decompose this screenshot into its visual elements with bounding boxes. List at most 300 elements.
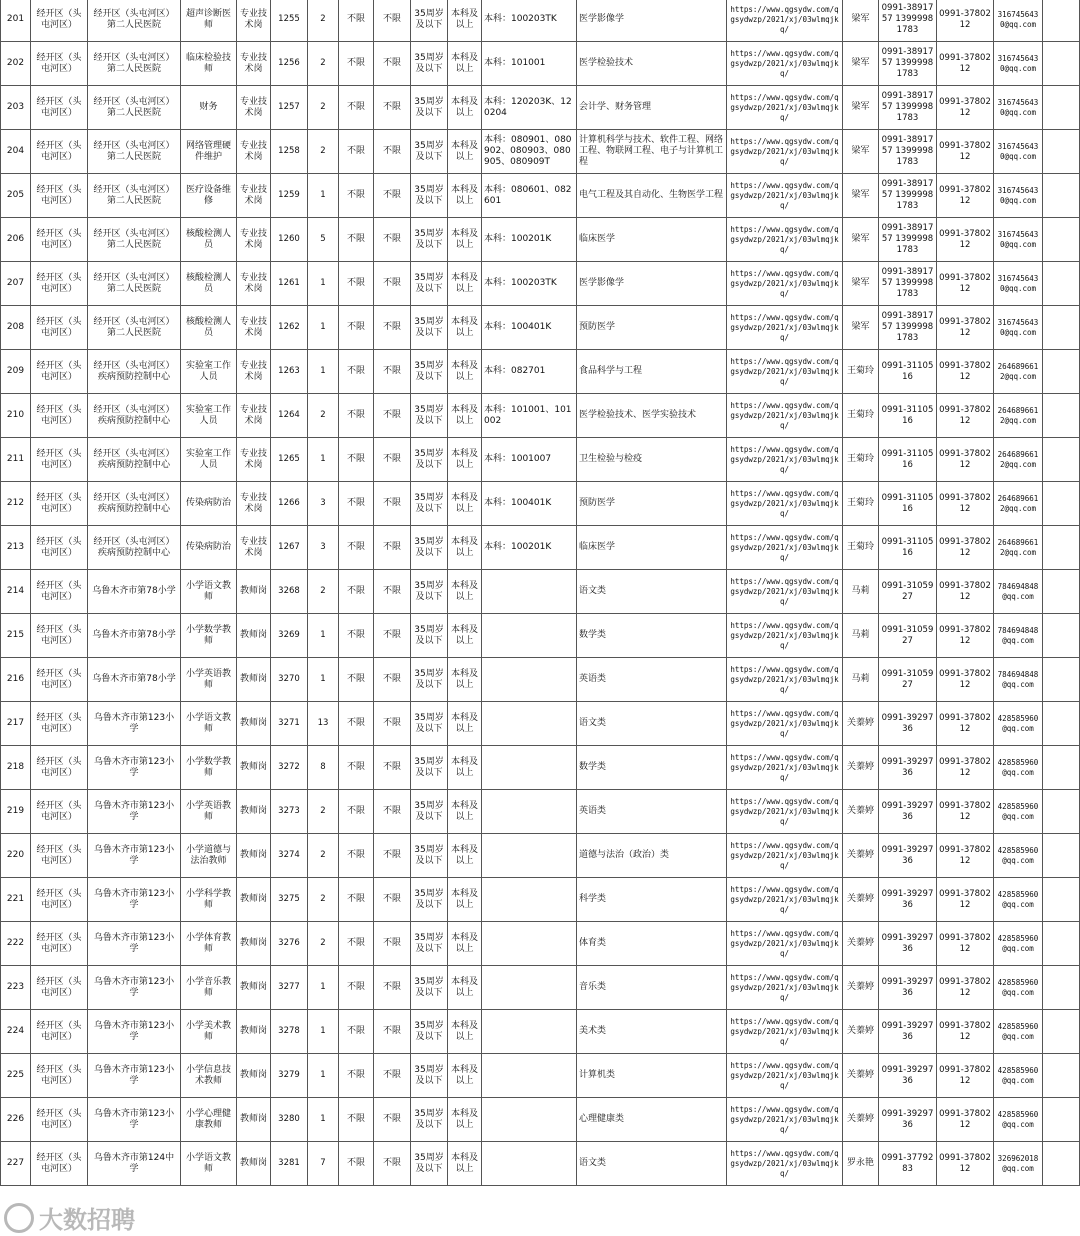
blank-cell <box>1043 0 1080 42</box>
email-cell: 428585960@qq.com <box>994 746 1043 790</box>
contact-cell: 王菊玲 <box>843 438 879 482</box>
education-cell: 本科及以上 <box>448 658 482 702</box>
education-cell: 本科及以上 <box>448 438 482 482</box>
headcount-cell: 7 <box>308 1142 339 1186</box>
post-type-cell: 专业技术岗 <box>237 0 271 42</box>
contact-cell: 关蓁婷 <box>843 702 879 746</box>
position-cell: 核酸检测人员 <box>181 306 237 350</box>
limit-a-cell: 不限 <box>339 350 374 394</box>
post-type-cell: 教师岗 <box>237 878 271 922</box>
phone-cell: 0991-3929736 <box>879 922 937 966</box>
url-cell: https://www.qgsydw.com/qgsydwzp/2021/xj/03wlmqjkq/ <box>727 878 843 922</box>
table-row <box>1 1098 1080 1142</box>
row-number: 217 <box>1 702 31 746</box>
post-code-cell: 1257 <box>271 86 308 130</box>
post-code-cell: 3281 <box>271 1142 308 1186</box>
blank-cell <box>1043 262 1080 306</box>
limit-b-cell: 不限 <box>374 306 411 350</box>
url-cell: https://www.qgsydw.com/qgsydwzp/2021/xj/03wlmqjkq/ <box>727 174 843 218</box>
unit-cell: 经开区（头屯河区）第二人民医院 <box>88 306 181 350</box>
major-cell: 音乐类 <box>577 966 727 1010</box>
fax-cell: 0991-3780212 <box>937 0 994 42</box>
blank-cell <box>1043 922 1080 966</box>
education-cell: 本科及以上 <box>448 790 482 834</box>
limit-a-cell: 不限 <box>339 1142 374 1186</box>
blank-cell <box>1043 1054 1080 1098</box>
blank-cell <box>1043 570 1080 614</box>
post-code-cell: 1259 <box>271 174 308 218</box>
fax-cell: 0991-3780212 <box>937 42 994 86</box>
table-row <box>1 438 1080 482</box>
major-code-cell: 本科：101001、101002 <box>482 394 577 438</box>
district-cell: 经开区（头屯河区） <box>31 1054 88 1098</box>
major-code-cell <box>482 570 577 614</box>
phone-cell: 0991-3110516 <box>879 350 937 394</box>
post-code-cell: 3268 <box>271 570 308 614</box>
education-cell: 本科及以上 <box>448 130 482 174</box>
url-cell: https://www.qgsydw.com/qgsydwzp/2021/xj/03wlmqjkq/ <box>727 702 843 746</box>
limit-a-cell: 不限 <box>339 130 374 174</box>
district-cell: 经开区（头屯河区） <box>31 570 88 614</box>
headcount-cell: 2 <box>308 834 339 878</box>
position-cell: 小学音乐教师 <box>181 966 237 1010</box>
limit-b-cell: 不限 <box>374 966 411 1010</box>
post-type-cell: 教师岗 <box>237 614 271 658</box>
district-cell: 经开区（头屯河区） <box>31 0 88 42</box>
headcount-cell: 2 <box>308 922 339 966</box>
district-cell: 经开区（头屯河区） <box>31 878 88 922</box>
major-code-cell <box>482 1010 577 1054</box>
age-cell: 35周岁及以下 <box>411 658 448 702</box>
headcount-cell: 1 <box>308 1010 339 1054</box>
row-number: 212 <box>1 482 31 526</box>
major-cell: 心理健康类 <box>577 1098 727 1142</box>
major-code-cell: 本科：082701 <box>482 350 577 394</box>
education-cell: 本科及以上 <box>448 350 482 394</box>
position-cell: 财务 <box>181 86 237 130</box>
url-cell: https://www.qgsydw.com/qgsydwzp/2021/xj/03wlmqjkq/ <box>727 0 843 42</box>
post-type-cell: 专业技术岗 <box>237 482 271 526</box>
major-cell: 预防医学 <box>577 306 727 350</box>
limit-b-cell: 不限 <box>374 0 411 42</box>
post-code-cell: 3271 <box>271 702 308 746</box>
limit-a-cell: 不限 <box>339 174 374 218</box>
row-number: 210 <box>1 394 31 438</box>
post-type-cell: 专业技术岗 <box>237 174 271 218</box>
phone-cell: 0991-3891757 13999981783 <box>879 130 937 174</box>
education-cell: 本科及以上 <box>448 614 482 658</box>
major-code-cell <box>482 966 577 1010</box>
row-number: 208 <box>1 306 31 350</box>
contact-cell: 梁军 <box>843 0 879 42</box>
position-cell: 小学英语教师 <box>181 790 237 834</box>
row-number: 203 <box>1 86 31 130</box>
headcount-cell: 1 <box>308 306 339 350</box>
email-cell: 428585960@qq.com <box>994 790 1043 834</box>
blank-cell <box>1043 526 1080 570</box>
position-cell: 实验室工作人员 <box>181 394 237 438</box>
headcount-cell: 1 <box>308 614 339 658</box>
url-cell: https://www.qgsydw.com/qgsydwzp/2021/xj/03wlmqjkq/ <box>727 130 843 174</box>
post-code-cell: 3270 <box>271 658 308 702</box>
major-code-cell <box>482 878 577 922</box>
contact-cell: 梁军 <box>843 174 879 218</box>
row-number: 226 <box>1 1098 31 1142</box>
phone-cell: 0991-3105927 <box>879 614 937 658</box>
district-cell: 经开区（头屯河区） <box>31 262 88 306</box>
major-cell: 语文类 <box>577 1142 727 1186</box>
post-type-cell: 教师岗 <box>237 1098 271 1142</box>
contact-cell: 梁军 <box>843 262 879 306</box>
education-cell: 本科及以上 <box>448 306 482 350</box>
row-number: 223 <box>1 966 31 1010</box>
unit-cell: 经开区（头屯河区）第二人民医院 <box>88 262 181 306</box>
post-code-cell: 3279 <box>271 1054 308 1098</box>
major-code-cell <box>482 614 577 658</box>
phone-cell: 0991-3891757 13999981783 <box>879 42 937 86</box>
blank-cell <box>1043 1098 1080 1142</box>
blank-cell <box>1043 350 1080 394</box>
post-type-cell: 教师岗 <box>237 1010 271 1054</box>
education-cell: 本科及以上 <box>448 394 482 438</box>
limit-a-cell: 不限 <box>339 0 374 42</box>
phone-cell: 0991-3891757 13999981783 <box>879 0 937 42</box>
district-cell: 经开区（头屯河区） <box>31 86 88 130</box>
position-cell: 小学科学教师 <box>181 878 237 922</box>
age-cell: 35周岁及以下 <box>411 262 448 306</box>
table-row <box>1 218 1080 262</box>
post-type-cell: 专业技术岗 <box>237 42 271 86</box>
headcount-cell: 2 <box>308 42 339 86</box>
position-cell: 小学语文教师 <box>181 1142 237 1186</box>
post-code-cell: 1266 <box>271 482 308 526</box>
headcount-cell: 2 <box>308 570 339 614</box>
education-cell: 本科及以上 <box>448 1054 482 1098</box>
phone-cell: 0991-3929736 <box>879 702 937 746</box>
phone-cell: 0991-3110516 <box>879 394 937 438</box>
url-cell: https://www.qgsydw.com/qgsydwzp/2021/xj/03wlmqjkq/ <box>727 306 843 350</box>
url-cell: https://www.qgsydw.com/qgsydwzp/2021/xj/03wlmqjkq/ <box>727 1142 843 1186</box>
row-number: 209 <box>1 350 31 394</box>
fax-cell: 0991-3780212 <box>937 86 994 130</box>
table-row <box>1 1142 1080 1186</box>
url-cell: https://www.qgsydw.com/qgsydwzp/2021/xj/03wlmqjkq/ <box>727 570 843 614</box>
unit-cell: 乌鲁木齐市第123小学 <box>88 922 181 966</box>
fax-cell: 0991-3780212 <box>937 966 994 1010</box>
blank-cell <box>1043 482 1080 526</box>
watermark-text: 大数招聘 <box>39 1206 135 1234</box>
post-type-cell: 专业技术岗 <box>237 306 271 350</box>
limit-b-cell: 不限 <box>374 438 411 482</box>
major-code-cell <box>482 922 577 966</box>
unit-cell: 乌鲁木齐市第123小学 <box>88 790 181 834</box>
fax-cell: 0991-3780212 <box>937 306 994 350</box>
unit-cell: 经开区（头屯河区）第二人民医院 <box>88 86 181 130</box>
district-cell: 经开区（头屯河区） <box>31 1098 88 1142</box>
unit-cell: 乌鲁木齐市第123小学 <box>88 878 181 922</box>
blank-cell <box>1043 86 1080 130</box>
post-type-cell: 教师岗 <box>237 746 271 790</box>
post-type-cell: 教师岗 <box>237 702 271 746</box>
unit-cell: 经开区（头屯河区）疾病预防控制中心 <box>88 438 181 482</box>
phone-cell: 0991-3929736 <box>879 1054 937 1098</box>
table-row <box>1 1054 1080 1098</box>
fax-cell: 0991-3780212 <box>937 834 994 878</box>
url-cell: https://www.qgsydw.com/qgsydwzp/2021/xj/03wlmqjkq/ <box>727 394 843 438</box>
education-cell: 本科及以上 <box>448 174 482 218</box>
major-cell: 临床医学 <box>577 218 727 262</box>
email-cell: 326962018@qq.com <box>994 1142 1043 1186</box>
post-code-cell: 3275 <box>271 878 308 922</box>
limit-b-cell: 不限 <box>374 570 411 614</box>
major-code-cell <box>482 790 577 834</box>
limit-a-cell: 不限 <box>339 1098 374 1142</box>
fax-cell: 0991-3780212 <box>937 1054 994 1098</box>
major-cell: 科学类 <box>577 878 727 922</box>
phone-cell: 0991-3891757 13999981783 <box>879 86 937 130</box>
district-cell: 经开区（头屯河区） <box>31 702 88 746</box>
age-cell: 35周岁及以下 <box>411 130 448 174</box>
table-row <box>1 350 1080 394</box>
position-cell: 实验室工作人员 <box>181 350 237 394</box>
headcount-cell: 13 <box>308 702 339 746</box>
post-type-cell: 专业技术岗 <box>237 350 271 394</box>
unit-cell: 乌鲁木齐市第123小学 <box>88 1054 181 1098</box>
contact-cell: 梁军 <box>843 306 879 350</box>
contact-cell: 梁军 <box>843 218 879 262</box>
watermark <box>4 1200 135 1235</box>
position-cell: 小学心理健康教师 <box>181 1098 237 1142</box>
education-cell: 本科及以上 <box>448 922 482 966</box>
district-cell: 经开区（头屯河区） <box>31 482 88 526</box>
url-cell: https://www.qgsydw.com/qgsydwzp/2021/xj/03wlmqjkq/ <box>727 262 843 306</box>
phone-cell: 0991-3929736 <box>879 746 937 790</box>
major-cell: 体育类 <box>577 922 727 966</box>
limit-b-cell: 不限 <box>374 658 411 702</box>
major-code-cell: 本科：080601、082601 <box>482 174 577 218</box>
major-cell: 会计学、财务管理 <box>577 86 727 130</box>
headcount-cell: 1 <box>308 174 339 218</box>
url-cell: https://www.qgsydw.com/qgsydwzp/2021/xj/03wlmqjkq/ <box>727 746 843 790</box>
email-cell: 428585960@qq.com <box>994 1054 1043 1098</box>
contact-cell: 关蓁婷 <box>843 878 879 922</box>
post-code-cell: 3269 <box>271 614 308 658</box>
phone-cell: 0991-3105927 <box>879 570 937 614</box>
limit-a-cell: 不限 <box>339 262 374 306</box>
post-type-cell: 专业技术岗 <box>237 526 271 570</box>
major-cell: 英语类 <box>577 658 727 702</box>
phone-cell: 0991-3929736 <box>879 790 937 834</box>
row-number: 222 <box>1 922 31 966</box>
major-cell: 数学类 <box>577 614 727 658</box>
headcount-cell: 1 <box>308 966 339 1010</box>
position-cell: 小学体育教师 <box>181 922 237 966</box>
limit-b-cell: 不限 <box>374 1010 411 1054</box>
major-cell: 数学类 <box>577 746 727 790</box>
table-row <box>1 394 1080 438</box>
email-cell: 2646896612@qq.com <box>994 350 1043 394</box>
url-cell: https://www.qgsydw.com/qgsydwzp/2021/xj/03wlmqjkq/ <box>727 218 843 262</box>
headcount-cell: 2 <box>308 130 339 174</box>
district-cell: 经开区（头屯河区） <box>31 394 88 438</box>
position-cell: 小学英语教师 <box>181 658 237 702</box>
fax-cell: 0991-3780212 <box>937 658 994 702</box>
education-cell: 本科及以上 <box>448 834 482 878</box>
post-code-cell: 1264 <box>271 394 308 438</box>
post-code-cell: 1265 <box>271 438 308 482</box>
district-cell: 经开区（头屯河区） <box>31 746 88 790</box>
post-type-cell: 教师岗 <box>237 1142 271 1186</box>
unit-cell: 经开区（头屯河区）第二人民医院 <box>88 42 181 86</box>
email-cell: 2646896612@qq.com <box>994 438 1043 482</box>
age-cell: 35周岁及以下 <box>411 438 448 482</box>
url-cell: https://www.qgsydw.com/qgsydwzp/2021/xj/03wlmqjkq/ <box>727 350 843 394</box>
phone-cell: 0991-3929736 <box>879 1098 937 1142</box>
major-cell: 医学影像学 <box>577 0 727 42</box>
district-cell: 经开区（头屯河区） <box>31 174 88 218</box>
post-code-cell: 1263 <box>271 350 308 394</box>
education-cell: 本科及以上 <box>448 1142 482 1186</box>
district-cell: 经开区（头屯河区） <box>31 130 88 174</box>
blank-cell <box>1043 394 1080 438</box>
table-body <box>1 0 1080 1186</box>
post-type-cell: 教师岗 <box>237 790 271 834</box>
headcount-cell: 1 <box>308 1054 339 1098</box>
post-code-cell: 3272 <box>271 746 308 790</box>
row-number: 220 <box>1 834 31 878</box>
post-type-cell: 教师岗 <box>237 1054 271 1098</box>
email-cell: 784694848@qq.com <box>994 570 1043 614</box>
post-type-cell: 专业技术岗 <box>237 86 271 130</box>
row-number: 206 <box>1 218 31 262</box>
table-row <box>1 1010 1080 1054</box>
limit-b-cell: 不限 <box>374 86 411 130</box>
limit-a-cell: 不限 <box>339 1010 374 1054</box>
age-cell: 35周岁及以下 <box>411 746 448 790</box>
education-cell: 本科及以上 <box>448 966 482 1010</box>
major-code-cell <box>482 1098 577 1142</box>
age-cell: 35周岁及以下 <box>411 1054 448 1098</box>
row-number: 211 <box>1 438 31 482</box>
url-cell: https://www.qgsydw.com/qgsydwzp/2021/xj/03wlmqjkq/ <box>727 1010 843 1054</box>
url-cell: https://www.qgsydw.com/qgsydwzp/2021/xj/03wlmqjkq/ <box>727 1098 843 1142</box>
position-cell: 小学道德与法治教师 <box>181 834 237 878</box>
post-code-cell: 3276 <box>271 922 308 966</box>
contact-cell: 关蓁婷 <box>843 922 879 966</box>
fax-cell: 0991-3780212 <box>937 262 994 306</box>
headcount-cell: 3 <box>308 526 339 570</box>
limit-b-cell: 不限 <box>374 526 411 570</box>
district-cell: 经开区（头屯河区） <box>31 42 88 86</box>
unit-cell: 经开区（头屯河区）第二人民医院 <box>88 0 181 42</box>
fax-cell: 0991-3780212 <box>937 614 994 658</box>
fax-cell: 0991-3780212 <box>937 350 994 394</box>
major-code-cell <box>482 746 577 790</box>
position-cell: 小学数学教师 <box>181 614 237 658</box>
age-cell: 35周岁及以下 <box>411 306 448 350</box>
row-number: 214 <box>1 570 31 614</box>
post-code-cell: 3280 <box>271 1098 308 1142</box>
post-type-cell: 专业技术岗 <box>237 438 271 482</box>
position-cell: 小学美术教师 <box>181 1010 237 1054</box>
email-cell: 428585960@qq.com <box>994 702 1043 746</box>
blank-cell <box>1043 966 1080 1010</box>
row-number: 218 <box>1 746 31 790</box>
district-cell: 经开区（头屯河区） <box>31 966 88 1010</box>
limit-a-cell: 不限 <box>339 86 374 130</box>
limit-a-cell: 不限 <box>339 922 374 966</box>
major-cell: 美术类 <box>577 1010 727 1054</box>
major-code-cell <box>482 1142 577 1186</box>
contact-cell: 王菊玲 <box>843 482 879 526</box>
age-cell: 35周岁及以下 <box>411 482 448 526</box>
district-cell: 经开区（头屯河区） <box>31 1142 88 1186</box>
table-row <box>1 0 1080 42</box>
headcount-cell: 5 <box>308 218 339 262</box>
major-code-cell: 本科：101001 <box>482 42 577 86</box>
contact-cell: 梁军 <box>843 86 879 130</box>
education-cell: 本科及以上 <box>448 218 482 262</box>
url-cell: https://www.qgsydw.com/qgsydwzp/2021/xj/03wlmqjkq/ <box>727 438 843 482</box>
phone-cell: 0991-3929736 <box>879 1010 937 1054</box>
table-row <box>1 42 1080 86</box>
limit-b-cell: 不限 <box>374 482 411 526</box>
blank-cell <box>1043 614 1080 658</box>
age-cell: 35周岁及以下 <box>411 218 448 262</box>
education-cell: 本科及以上 <box>448 1098 482 1142</box>
position-cell: 小学语文教师 <box>181 570 237 614</box>
email-cell: 428585960@qq.com <box>994 834 1043 878</box>
email-cell: 3167456430@qq.com <box>994 86 1043 130</box>
headcount-cell: 8 <box>308 746 339 790</box>
limit-b-cell: 不限 <box>374 1054 411 1098</box>
table-row <box>1 702 1080 746</box>
age-cell: 35周岁及以下 <box>411 394 448 438</box>
unit-cell: 乌鲁木齐市第78小学 <box>88 614 181 658</box>
url-cell: https://www.qgsydw.com/qgsydwzp/2021/xj/03wlmqjkq/ <box>727 614 843 658</box>
row-number: 202 <box>1 42 31 86</box>
headcount-cell: 1 <box>308 658 339 702</box>
post-type-cell: 教师岗 <box>237 966 271 1010</box>
unit-cell: 乌鲁木齐市第78小学 <box>88 658 181 702</box>
row-number: 216 <box>1 658 31 702</box>
district-cell: 经开区（头屯河区） <box>31 922 88 966</box>
phone-cell: 0991-3891757 13999981783 <box>879 306 937 350</box>
phone-cell: 0991-3891757 13999981783 <box>879 174 937 218</box>
contact-cell: 关蓁婷 <box>843 834 879 878</box>
age-cell: 35周岁及以下 <box>411 1010 448 1054</box>
email-cell: 2646896612@qq.com <box>994 526 1043 570</box>
education-cell: 本科及以上 <box>448 570 482 614</box>
limit-a-cell: 不限 <box>339 306 374 350</box>
unit-cell: 乌鲁木齐市第123小学 <box>88 1010 181 1054</box>
age-cell: 35周岁及以下 <box>411 526 448 570</box>
major-code-cell: 本科：100203TK <box>482 0 577 42</box>
table-row <box>1 86 1080 130</box>
major-cell: 食品科学与工程 <box>577 350 727 394</box>
email-cell: 3167456430@qq.com <box>994 218 1043 262</box>
age-cell: 35周岁及以下 <box>411 0 448 42</box>
position-cell: 传染病防治 <box>181 482 237 526</box>
blank-cell <box>1043 1010 1080 1054</box>
limit-b-cell: 不限 <box>374 702 411 746</box>
contact-cell: 关蓁婷 <box>843 966 879 1010</box>
position-cell: 网络管理硬件维护 <box>181 130 237 174</box>
contact-cell: 关蓁婷 <box>843 1054 879 1098</box>
limit-a-cell: 不限 <box>339 746 374 790</box>
major-code-cell <box>482 1054 577 1098</box>
district-cell: 经开区（头屯河区） <box>31 218 88 262</box>
